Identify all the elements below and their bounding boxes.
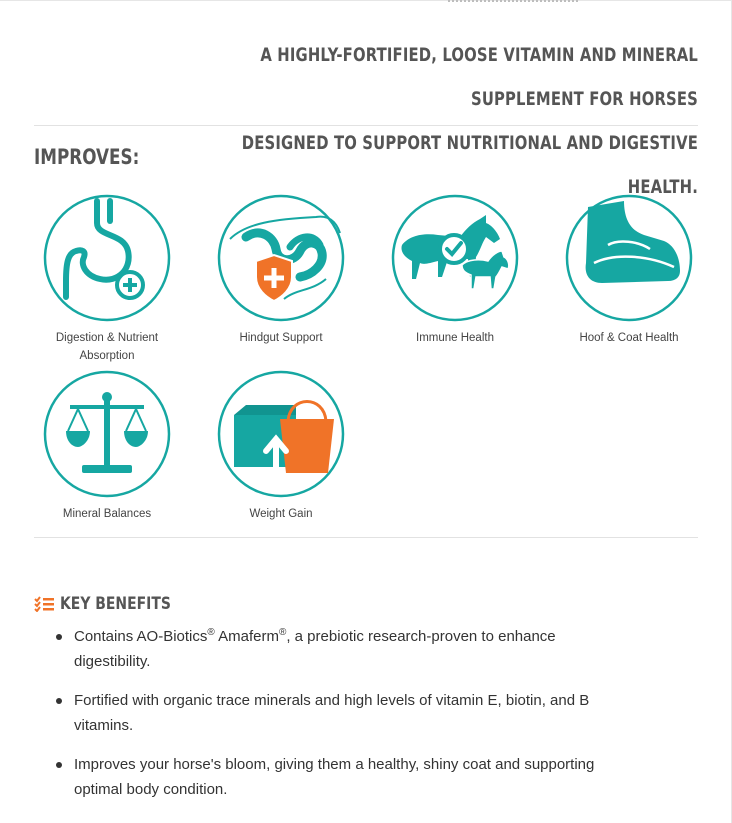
icon-label: Digestion & Nutrient Absorption <box>55 332 159 362</box>
divider-bottom <box>34 537 698 538</box>
improves-item-digestion <box>20 193 194 365</box>
benefit-text: , a prebiotic research-proven to enhance digestibility. <box>74 628 556 670</box>
list-item: Improves your horse's bloom, giving them a healthy, shiny coat and supporting optimal body condition. <box>56 752 596 802</box>
list-item: Fortified with organic trace minerals and high levels of vitamin E, biotin, and B vitamins. <box>56 688 596 738</box>
icon-label: Weight Gain <box>249 508 313 520</box>
stomach-plus-icon <box>42 193 172 323</box>
icon-label: Hoof & Coat Health <box>579 332 679 344</box>
key-benefits-title: KEY BENEFITS <box>60 594 171 614</box>
improves-item-weight <box>194 369 368 523</box>
benefit-text: Amaferm <box>214 628 279 645</box>
improves-item-hoof <box>542 193 716 347</box>
registered-mark: ® <box>278 627 287 638</box>
page-top-border <box>0 0 732 1</box>
benefit-text: Contains AO-Biotics <box>74 628 208 645</box>
improves-item-hindgut <box>194 193 368 347</box>
icon-label: Mineral Balances <box>62 508 152 520</box>
dotted-accent <box>448 0 578 2</box>
key-benefits-heading <box>34 594 195 614</box>
icon-label: Immune Health <box>416 332 494 344</box>
scale-icon <box>42 369 172 499</box>
horses-check-icon <box>390 193 520 323</box>
checklist-icon <box>34 596 54 612</box>
headline-line-1: A HIGHLY-FORTIFIED, LOOSE VITAMIN AND MINERAL SUPPLEMENT FOR HORSES <box>260 44 698 110</box>
improves-item-mineral <box>20 369 194 523</box>
icon-label: Hindgut Support <box>239 332 323 344</box>
improves-item-immune <box>368 193 542 347</box>
list-item <box>56 624 596 674</box>
divider-top <box>34 125 698 126</box>
product-headline <box>168 33 698 209</box>
registered-mark: ® <box>207 627 215 638</box>
improves-heading: IMPROVES: <box>34 145 140 169</box>
hindgut-shield-icon <box>216 193 346 323</box>
key-benefits-list <box>56 624 596 816</box>
hay-bucket-arrow-icon <box>216 369 346 499</box>
headline-line-2: DESIGNED TO SUPPORT NUTRITIONAL AND DIGESTIVE HEALTH. <box>241 132 698 198</box>
hoof-icon <box>564 193 694 323</box>
